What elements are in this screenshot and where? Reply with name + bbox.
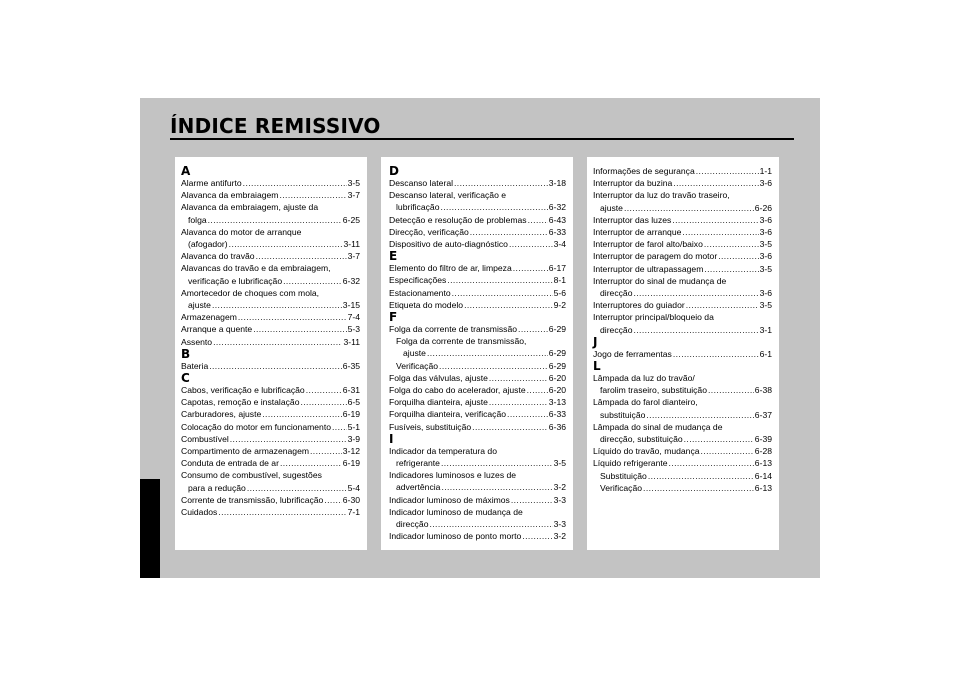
index-entry	[389, 530, 566, 542]
index-entry-label: Arranque a quente	[181, 324, 253, 335]
dot-leader	[708, 384, 754, 396]
index-entry-label: para a redução	[188, 482, 246, 493]
index-entry-label: Dispositivo de auto-diagnóstico	[389, 239, 508, 250]
index-entry-page: 3-2	[553, 531, 566, 542]
index-entry-label: verificação e lubrificação	[188, 275, 283, 286]
index-entry-label: Detecção e resolução de problemas	[389, 214, 527, 225]
dot-leader	[513, 262, 548, 274]
dot-leader	[429, 518, 552, 530]
index-entry-page: 6-5	[347, 397, 360, 408]
index-entry	[389, 226, 566, 238]
index-entry-line: Lâmpada da luz do travão/	[593, 373, 695, 384]
index-entry-label: Direcção, verificação	[389, 226, 469, 237]
index-entry	[181, 299, 360, 311]
index-entry	[181, 396, 360, 408]
index-entry-label: Etiqueta do modelo	[389, 299, 464, 310]
index-entry	[181, 506, 360, 518]
index-entry	[593, 324, 772, 336]
index-entry	[389, 457, 566, 469]
dot-leader	[208, 214, 342, 226]
index-entry-label: Substituição	[600, 470, 647, 481]
index-entry-label: farolim traseiro, substituição	[600, 385, 707, 396]
index-entry-label: Líquido do travão, mudança	[593, 446, 700, 457]
dot-leader	[518, 323, 548, 335]
index-entry	[593, 226, 772, 238]
dot-leader	[718, 250, 758, 262]
index-entry	[389, 274, 566, 286]
index-entry-label: Forquilha dianteira, verificação	[389, 409, 507, 420]
index-entry	[389, 372, 566, 384]
index-entry-page: 3-11	[343, 239, 360, 250]
index-entry-label: direcção	[396, 519, 429, 530]
index-entry-label: Interruptor de ultrapassagem	[593, 263, 704, 274]
index-entry-label: Alarme antifurto	[181, 178, 242, 188]
index-entry-label: direcção	[600, 288, 633, 299]
index-entry	[181, 275, 360, 287]
index-entry-page: 3-3	[553, 494, 566, 505]
dot-leader	[646, 409, 753, 421]
index-entry-page: 3-1	[759, 324, 772, 335]
index-entry-page: 6-13	[754, 458, 772, 469]
index-entry	[389, 201, 566, 213]
index-entry	[181, 445, 360, 457]
index-entry	[593, 470, 772, 482]
dot-leader	[209, 360, 342, 372]
index-entry-label: Especificações	[389, 275, 447, 286]
dot-leader	[704, 238, 759, 250]
index-entry-page: 3-6	[759, 251, 772, 262]
index-letter-heading: D	[389, 164, 399, 178]
index-entry-line: Consumo de combustível, sugestões	[181, 470, 322, 481]
index-entry	[181, 433, 360, 445]
index-entry-line: Alavanca do motor de arranque	[181, 226, 302, 237]
index-letter-heading: F	[389, 310, 398, 325]
index-entry	[181, 238, 360, 250]
dot-leader	[527, 384, 548, 396]
index-entry-label: Verificação	[396, 360, 439, 371]
index-entry-page: 3-13	[548, 397, 566, 408]
index-entry-page: 6-43	[548, 214, 566, 225]
index-entry-label: Compartimento de armazenagem	[181, 446, 310, 457]
index-entry-page: 5-3	[347, 324, 360, 335]
index-entry	[389, 408, 566, 420]
index-entry-page: 3-18	[548, 178, 566, 188]
index-letter-heading: I	[389, 431, 394, 446]
index-entry-label: Alavanca da embraiagem	[181, 190, 279, 201]
index-entry-page: 3-12	[342, 446, 360, 457]
dot-leader	[673, 177, 758, 189]
dot-leader	[701, 445, 754, 457]
index-entry	[389, 384, 566, 396]
index-entry-page: 5-6	[553, 287, 566, 298]
index-entry	[389, 238, 566, 250]
index-entry-label: Armazenagem	[181, 312, 237, 323]
dot-leader	[280, 457, 342, 469]
index-entry-line: Indicador luminoso de mudança de	[389, 506, 523, 517]
dot-leader	[262, 408, 342, 420]
index-entry	[593, 433, 772, 445]
index-entry-page: 3-5	[347, 178, 360, 188]
index-entry-page: 6-31	[342, 385, 360, 396]
dot-leader	[253, 323, 346, 335]
index-entry-label: Combustível	[181, 433, 229, 444]
title-rule	[170, 138, 794, 140]
index-entry	[389, 299, 566, 311]
index-entry-page: 6-20	[548, 385, 566, 396]
dot-leader	[528, 214, 548, 226]
index-entry	[389, 481, 566, 493]
index-entry	[593, 202, 772, 214]
index-column-2	[381, 157, 573, 550]
index-entry	[181, 360, 360, 372]
index-entry-label: Interruptor de paragem do motor	[593, 251, 718, 262]
index-entry-page: 3-5	[759, 263, 772, 274]
index-letter-heading: B	[181, 346, 191, 361]
dot-leader	[427, 347, 548, 359]
index-entry-page: 3-5	[759, 239, 772, 250]
dot-leader	[230, 433, 347, 445]
index-entry	[181, 189, 360, 201]
index-entry-line: Alavanca da embraiagem, ajuste da	[181, 202, 319, 213]
index-entry-label: Bateria	[181, 360, 209, 371]
dot-leader	[256, 250, 347, 262]
index-entry-page: 6-30	[342, 494, 360, 505]
dot-leader	[633, 287, 758, 299]
index-entry	[593, 250, 772, 262]
dot-leader	[684, 433, 754, 445]
index-entry-page: 7-1	[347, 507, 360, 518]
index-entry	[181, 421, 360, 433]
index-entry-page: 6-26	[754, 202, 772, 213]
index-entry	[389, 287, 566, 299]
index-entry	[593, 165, 772, 177]
index-entry-line: Alavancas do travão e da embraiagem,	[181, 263, 331, 274]
index-entry-label: Cabos, verificação e lubrificação	[181, 385, 305, 396]
index-entry	[389, 494, 566, 506]
index-entry-line: Interruptor do sinal de mudança de	[593, 275, 727, 286]
index-entry	[593, 238, 772, 250]
dot-leader	[310, 445, 342, 457]
index-entry-label: folga	[188, 214, 207, 225]
index-entry-label: Indicador luminoso de máximos	[389, 494, 510, 505]
dot-leader	[229, 238, 343, 250]
index-entry-label: refrigerante	[396, 458, 440, 469]
index-entry-label: Interruptor de farol alto/baixo	[593, 239, 703, 250]
dot-leader	[439, 360, 548, 372]
index-entry	[593, 177, 772, 189]
index-entry-page: 6-19	[342, 458, 360, 469]
index-entry	[593, 287, 772, 299]
index-entry	[181, 323, 360, 335]
index-entry-label: Líquido refrigerante	[593, 458, 668, 469]
index-entry-label: Folga das válvulas, ajuste	[389, 372, 488, 383]
index-entry-page: 3-2	[553, 482, 566, 493]
dot-leader	[447, 274, 552, 286]
index-entry-label: direcção	[600, 324, 633, 335]
index-entry-page: 3-5	[553, 458, 566, 469]
dot-leader	[283, 275, 342, 287]
dot-leader	[489, 396, 548, 408]
index-entry-label: Alavanca do travão	[181, 251, 255, 262]
index-entry-page: 6-36	[548, 421, 566, 432]
dot-leader	[212, 299, 342, 311]
index-entry-label: Interruptor de arranque	[593, 227, 682, 238]
dot-leader	[673, 348, 759, 360]
dot-leader	[633, 324, 758, 336]
index-entry	[593, 384, 772, 396]
index-column-1	[175, 157, 367, 550]
dot-leader	[247, 482, 347, 494]
index-entry	[181, 482, 360, 494]
dot-leader	[300, 396, 346, 408]
index-entry-page: 3-11	[343, 336, 360, 347]
index-entry	[181, 457, 360, 469]
index-entry	[389, 396, 566, 408]
index-entry-page: 6-33	[548, 409, 566, 420]
dot-leader	[279, 189, 346, 201]
index-entry-page: 6-29	[548, 360, 566, 371]
index-entry-page: 6-13	[754, 482, 772, 493]
index-entry-line: Lâmpada do farol dianteiro,	[593, 397, 698, 408]
dot-leader	[472, 421, 548, 433]
index-entry-page: 5-4	[347, 482, 360, 493]
dot-leader	[441, 457, 553, 469]
index-entry-line: Amortecedor de choques com mola,	[181, 287, 320, 298]
index-entry	[181, 408, 360, 420]
index-letter-heading: J	[593, 334, 598, 349]
dot-leader	[704, 263, 758, 275]
index-entry-page: 6-28	[754, 446, 772, 457]
index-entry-page: 3-6	[759, 178, 772, 189]
dot-leader	[643, 482, 754, 494]
index-entry-label: Corrente de transmissão, lubrificação	[181, 494, 324, 505]
index-entry-page: 6-19	[342, 409, 360, 420]
index-entry-page: 9-2	[553, 299, 566, 310]
dot-leader	[509, 238, 553, 250]
index-letter-heading: A	[181, 164, 191, 178]
dot-leader	[470, 226, 548, 238]
page-title: ÍNDICE REMISSIVO	[170, 114, 381, 138]
dot-leader	[454, 177, 548, 189]
index-column-3	[587, 157, 779, 550]
index-entry-page: 6-20	[548, 372, 566, 383]
index-entry-page: 7-4	[347, 312, 360, 323]
index-entry-label: ajuste	[188, 300, 211, 311]
index-entry	[593, 457, 772, 469]
index-entry	[593, 409, 772, 421]
dot-leader	[441, 481, 552, 493]
index-entry-page: 8-1	[553, 275, 566, 286]
index-entry-page: 6-25	[342, 214, 360, 225]
dot-leader	[511, 494, 553, 506]
index-entry-label: Folga do cabo do acelerador, ajuste	[389, 385, 526, 396]
dot-leader	[324, 494, 341, 506]
index-letter-heading: C	[181, 371, 190, 386]
index-entry	[593, 348, 772, 360]
section-tab-marker	[140, 479, 160, 578]
dot-leader	[489, 372, 548, 384]
index-entry-page: 6-29	[548, 348, 566, 359]
index-entry	[389, 421, 566, 433]
index-entry-page: 5-1	[347, 421, 360, 432]
index-entry-label: Estacionamento	[389, 287, 451, 298]
index-entry	[593, 445, 772, 457]
index-letter-heading: L	[593, 359, 601, 374]
index-entry-label: Informações de segurança	[593, 166, 695, 176]
dot-leader	[522, 530, 552, 542]
index-entry-page: 6-17	[548, 263, 566, 274]
index-entry	[389, 262, 566, 274]
index-entry-label: substituição	[600, 409, 646, 420]
index-entry	[181, 311, 360, 323]
dot-leader	[332, 421, 347, 433]
index-entry	[389, 360, 566, 372]
index-entry	[593, 482, 772, 494]
index-entry-page: 6-1	[759, 348, 772, 359]
index-entry-label: Interruptores do guiador	[593, 300, 685, 311]
index-entry-page: 6-37	[754, 409, 772, 420]
index-entry-label: Indicador luminoso de ponto morto	[389, 531, 522, 542]
index-entry	[181, 214, 360, 226]
index-entry-line: Interruptor principal/bloqueio da	[593, 312, 714, 323]
index-entry-label: Forquilha dianteira, ajuste	[389, 397, 488, 408]
index-entry-label: Interruptor das luzes	[593, 214, 672, 225]
index-entry-label: Fusíveis, substituição	[389, 421, 472, 432]
index-entry-label: Assento	[181, 336, 213, 347]
index-entry-page: 6-14	[754, 470, 772, 481]
dot-leader	[669, 457, 754, 469]
index-entry	[389, 177, 566, 189]
index-entry-page: 6-38	[754, 385, 772, 396]
index-entry-page: 6-39	[754, 434, 772, 445]
dot-leader	[624, 202, 754, 214]
index-entry	[181, 336, 360, 348]
dot-leader	[243, 177, 347, 189]
index-entry-label: Interruptor da buzina	[593, 178, 673, 189]
index-entry-label: Elemento do filtro de ar, limpeza	[389, 263, 512, 274]
index-entry-page: 3-6	[759, 214, 772, 225]
dot-leader	[213, 336, 342, 348]
index-entry-label: ajuste	[600, 202, 623, 213]
index-entry	[593, 299, 772, 311]
index-entry-label: Jogo de ferramentas	[593, 348, 672, 359]
index-entry-label: Descanso lateral	[389, 178, 454, 188]
dot-leader	[682, 226, 758, 238]
index-entry-line: Interruptor da luz do travão traseiro,	[593, 190, 730, 201]
index-entry	[181, 177, 360, 189]
index-entry-label: ajuste	[403, 348, 426, 359]
index-entry-label: Cuidados	[181, 507, 218, 518]
index-entry-page: 6-35	[342, 360, 360, 371]
dot-leader	[218, 506, 346, 518]
index-entry-line: Indicador da temperatura do	[389, 445, 497, 456]
index-entry-label: Folga da corrente de transmissão	[389, 324, 518, 335]
index-entry-line: Descanso lateral, verificação e	[389, 190, 507, 201]
index-entry	[181, 250, 360, 262]
dot-leader	[238, 311, 347, 323]
index-entry-line: Indicadores luminosos e luzes de	[389, 470, 517, 481]
index-entry	[593, 263, 772, 275]
index-entry	[593, 214, 772, 226]
index-entry-page: 3-9	[347, 433, 360, 444]
index-entry	[389, 323, 566, 335]
index-entry-page: 1-1	[759, 166, 772, 176]
dot-leader	[686, 299, 759, 311]
index-entry	[389, 214, 566, 226]
index-entry-page: 3-6	[759, 288, 772, 299]
index-entry-page: 6-32	[342, 275, 360, 286]
dot-leader	[696, 165, 759, 177]
index-entry	[389, 518, 566, 530]
index-entry-label: direcção, substituição	[600, 434, 683, 445]
index-entry-label: Capotas, remoção e instalação	[181, 397, 300, 408]
dot-leader	[452, 287, 553, 299]
dot-leader	[440, 201, 547, 213]
index-entry-page: 3-3	[553, 519, 566, 530]
dot-leader	[672, 214, 758, 226]
index-entry-page: 3-7	[347, 190, 360, 201]
index-entry-label: Conduta de entrada de ar	[181, 458, 279, 469]
index-entry-label: Carburadores, ajuste	[181, 409, 262, 420]
index-entry-page: 6-33	[548, 226, 566, 237]
index-entry	[181, 384, 360, 396]
index-entry-page: 3-5	[759, 300, 772, 311]
index-entry	[389, 347, 566, 359]
index-entry-page: 3-15	[342, 300, 360, 311]
index-entry-label: Colocação do motor em funcionamento	[181, 421, 331, 432]
index-entry-page: 6-29	[548, 324, 566, 335]
dot-leader	[648, 470, 754, 482]
index-entry-page: 3-4	[553, 239, 566, 250]
index-letter-heading: E	[389, 249, 398, 264]
index-entry-label: lubrificação	[396, 202, 440, 213]
index-entry-line: Lâmpada do sinal de mudança de	[593, 421, 723, 432]
index-subentry-line: Folga da corrente de transmissão,	[396, 336, 527, 347]
index-entry-page: 6-32	[548, 202, 566, 213]
index-entry-label: advertência	[396, 482, 441, 493]
index-entry-label: Verificação	[600, 482, 643, 493]
index-entry-page: 3-6	[759, 227, 772, 238]
index-entry	[181, 494, 360, 506]
index-entry-label: (afogador)	[188, 239, 228, 250]
dot-leader	[306, 384, 342, 396]
dot-leader	[507, 408, 548, 420]
dot-leader	[464, 299, 553, 311]
index-entry-page: 3-7	[347, 251, 360, 262]
